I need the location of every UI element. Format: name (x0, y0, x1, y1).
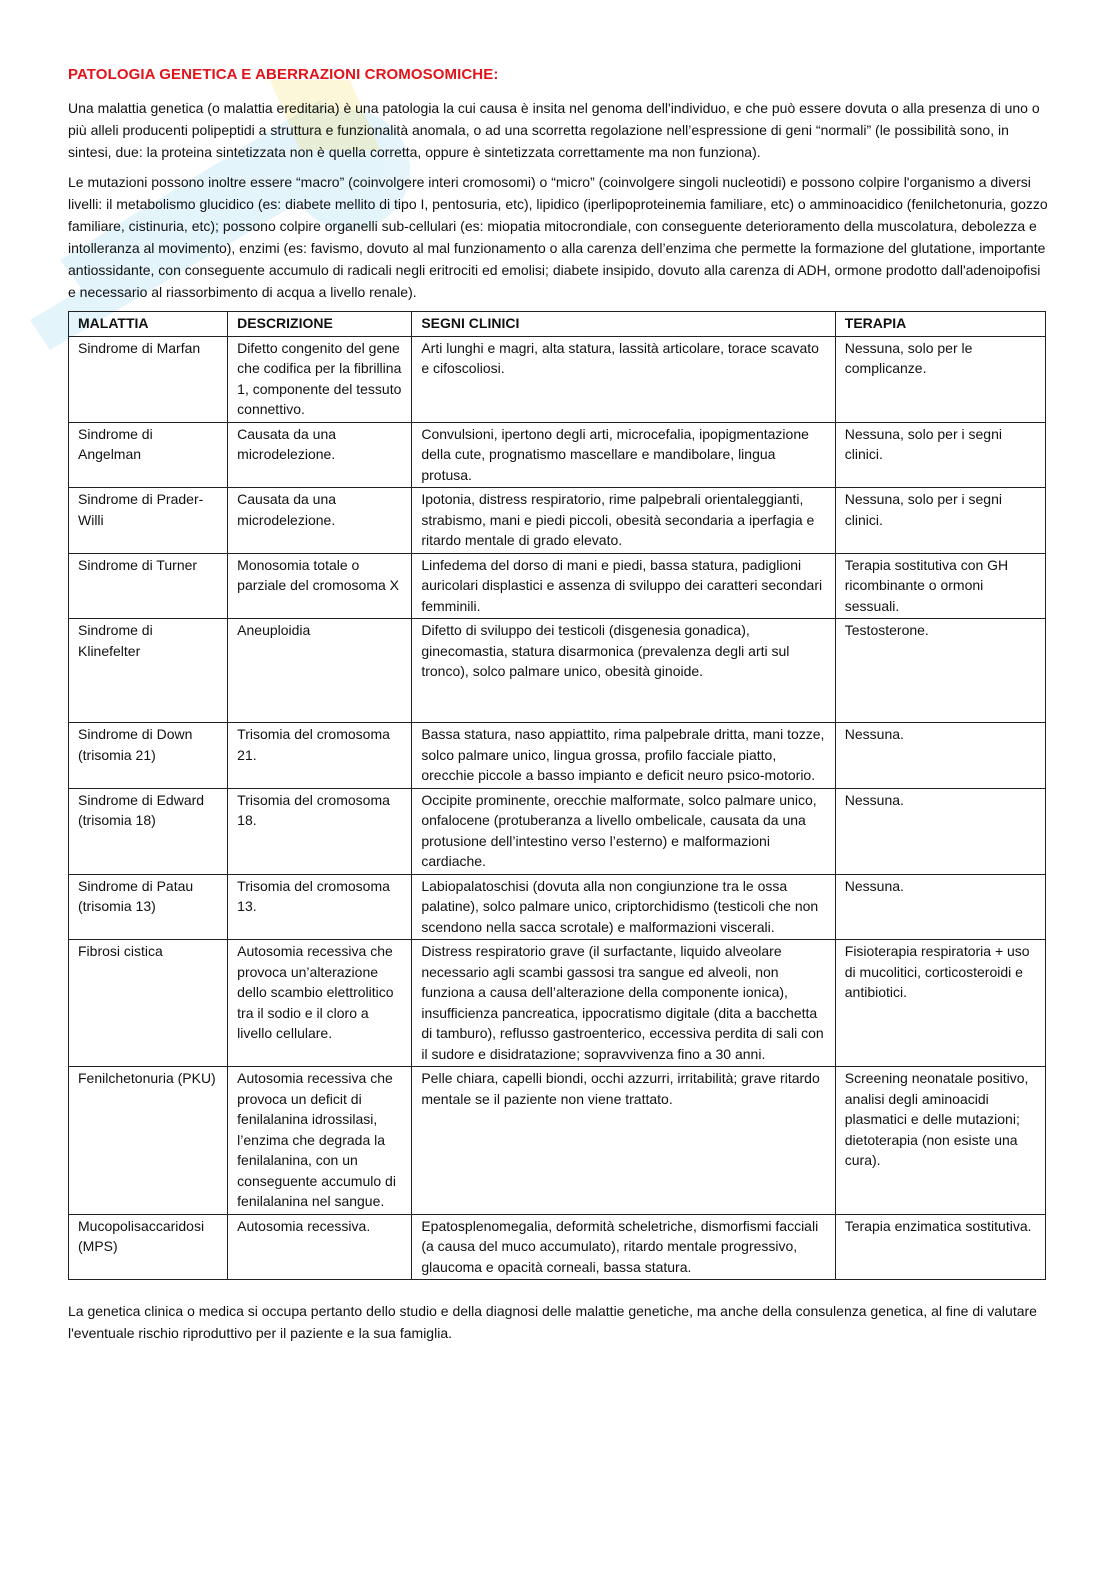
cell-descrizione: Trisomia del cromosoma 13. (228, 874, 412, 940)
cell-descrizione: Autosomia recessiva. (228, 1214, 412, 1280)
header-malattia: MALATTIA (69, 312, 228, 337)
cell-terapia: Nessuna, solo per i segni clinici. (835, 488, 1045, 554)
cell-terapia: Nessuna. (835, 874, 1045, 940)
header-descrizione: DESCRIZIONE (228, 312, 412, 337)
table-row (69, 788, 1046, 874)
cell-malattia: Sindrome di Klinefelter (69, 619, 228, 723)
table-row (69, 1214, 1046, 1280)
cell-malattia: Fibrosi cistica (69, 940, 228, 1067)
header-terapia: TERAPIA (835, 312, 1045, 337)
cell-terapia: Fisioterapia respiratoria + uso di mucolitici, corticosteroidi e antibiotici. (835, 940, 1045, 1067)
table-row (69, 422, 1046, 488)
cell-descrizione: Autosomia recessiva che provoca un deficit di fenilalanina idrossilasi, l’enzima che degrada la fenilalanina, con un conseguente accumulo di fenilalanina nel sangue. (228, 1067, 412, 1215)
cell-terapia: Nessuna. (835, 723, 1045, 789)
page-content (68, 66, 1048, 1352)
cell-descrizione: Causata da una microdelezione. (228, 488, 412, 554)
table-row (69, 874, 1046, 940)
cell-segni-clinici: Occipite prominente, orecchie malformate, solco palmare unico, onfalocene (protuberanza a livello ombelicale, causata da una protusione dell’intestino verso l’esterno) e malformazioni cardiache. (412, 788, 835, 874)
table-row (69, 336, 1046, 422)
cell-segni-clinici: Labiopalatoschisi (dovuta alla non congiunzione tra le ossa palatine), solco palmare unico, criptorchidismo (testicoli che non scendono nella sacca scrotale) e malformazioni viscerali. (412, 874, 835, 940)
cell-descrizione: Aneuploidia (228, 619, 412, 723)
cell-descrizione: Monosomia totale o parziale del cromosoma X (228, 553, 412, 619)
intro-paragraph: Una malattia genetica (o malattia ereditaria) è una patologia la cui causa è insita nel genoma dell'individuo, e che può essere dovuta o alla presenza di uno o più alleli producenti polipeptidi a struttura e funzionalità anomala, o ad una scorretta regolazione nell’espressione di geni “normali” (le possibilità sono, in sintesi, due: la proteina sintetizzata non è quella corretta, oppure è sintetizzata correttamente ma non funziona). (68, 100, 1040, 160)
table-row (69, 723, 1046, 789)
cell-malattia: Mucopolisaccaridosi (MPS) (69, 1214, 228, 1280)
closing-paragraph: La genetica clinica o medica si occupa pertanto dello studio e della diagnosi delle malattie genetiche, ma anche della consulenza genetica, al fine di valutare l'eventuale rischio riproduttivo per il paziente e la sua famiglia. (68, 1303, 1037, 1341)
cell-malattia: Sindrome di Prader-Willi (69, 488, 228, 554)
cell-descrizione: Trisomia del cromosoma 18. (228, 788, 412, 874)
cell-descrizione: Causata da una microdelezione. (228, 422, 412, 488)
table-row (69, 940, 1046, 1067)
cell-malattia: Sindrome di Edward (trisomia 18) (69, 788, 228, 874)
table-row (69, 488, 1046, 554)
cell-segni-clinici: Distress respiratorio grave (il surfactante, liquido alveolare necessario agli scambi gassosi tra sangue ed alveoli, non funziona a causa dell’alterazione della componente ionica), insufficienza pancreatica, ippocratismo digitale (dita a bacchetta di tamburo), reflusso gastroenterico, eccessiva perdita di sali con il sudore e disidratazione; sopravvivenza fino a 30 anni. (412, 940, 835, 1067)
cell-descrizione: Autosomia recessiva che provoca un’alterazione dello scambio elettrolitico tra il sodio e il cloro a livello cellulare. (228, 940, 412, 1067)
table-row (69, 1067, 1046, 1215)
cell-descrizione: Difetto congenito del gene che codifica per la fibrillina 1, componente del tessuto connettivo. (228, 336, 412, 422)
cell-malattia: Sindrome di Down (trisomia 21) (69, 723, 228, 789)
cell-terapia: Nessuna, solo per i segni clinici. (835, 422, 1045, 488)
cell-terapia: Terapia sostitutiva con GH ricombinante o ormoni sessuali. (835, 553, 1045, 619)
table-row (69, 619, 1046, 723)
cell-terapia: Screening neonatale positivo, analisi degli aminoacidi plasmatici e delle mutazioni; dietoterapia (non esiste una cura). (835, 1067, 1045, 1215)
page-title: PATOLOGIA GENETICA E ABERRAZIONI CROMOSOMICHE: (68, 66, 499, 83)
header-segni-clinici: SEGNI CLINICI (412, 312, 835, 337)
table-header-row (69, 312, 1046, 337)
cell-malattia: Sindrome di Turner (69, 553, 228, 619)
cell-segni-clinici: Bassa statura, naso appiattito, rima palpebrale dritta, mani tozze, solco palmare unico, lingua grossa, profilo facciale piatto, orecchie piccole a basso impianto e deficit neuro psico-motorio. (412, 723, 835, 789)
pathology-table (68, 311, 1046, 1280)
cell-terapia: Terapia enzimatica sostitutiva. (835, 1214, 1045, 1280)
cell-segni-clinici: Linfedema del dorso di mani e piedi, bassa statura, padiglioni auricolari displastici e assenza di sviluppo dei caratteri secondari femminili. (412, 553, 835, 619)
cell-segni-clinici: Ipotonia, distress respiratorio, rime palpebrali orientaleggianti, strabismo, mani e piedi piccoli, obesità secondaria a iperfagia e ritardo mentale di grado elevato. (412, 488, 835, 554)
cell-malattia: Sindrome di Marfan (69, 336, 228, 422)
cell-segni-clinici: Epatosplenomegalia, deformità scheletriche, dismorfismi facciali (a causa del muco accumulato), ritardo mentale progressivo, glaucoma e opacità corneali, bassa statura. (412, 1214, 835, 1280)
mutations-paragraph: Le mutazioni possono inoltre essere “macro” (coinvolgere interi cromosomi) o “micro” (coinvolgere singoli nucleotidi) e possono colpire l'organismo a diversi livelli: il metabolismo glucidico (es: diabete mellito di tipo I, pentosuria, etc), lipidico (iperlipoproteinemia familiare, etc) o amminoacidico (fenilchetonuria, gozzo familiare, cistinuria, etc); possono colpire organelli sub-cellulari (es: miopatia mitocrondiale, con conseguente deterioramento della muscolatura, debolezza e intolleranza al movimento), enzimi (es: favismo, dovuto al mal funzionamento o alla carenza dell’enzima che permette la formazione del glutatione, importante antiossidante, con conseguente accumulo di radicali negli eritrociti ed emolisi; diabete insipido, dovuto alla carenza di ADH, ormone prodotto dall'adenoipofisi e necessario al riassorbimento di acqua a livello renale). (68, 174, 1048, 300)
table-row (69, 553, 1046, 619)
cell-malattia: Sindrome di Patau (trisomia 13) (69, 874, 228, 940)
cell-terapia: Nessuna. (835, 788, 1045, 874)
cell-segni-clinici: Arti lunghi e magri, alta statura, lassità articolare, torace scavato e cifoscoliosi. (412, 336, 835, 422)
cell-malattia: Sindrome di Angelman (69, 422, 228, 488)
cell-terapia: Nessuna, solo per le complicanze. (835, 336, 1045, 422)
cell-descrizione: Trisomia del cromosoma 21. (228, 723, 412, 789)
cell-terapia: Testosterone. (835, 619, 1045, 723)
cell-malattia: Fenilchetonuria (PKU) (69, 1067, 228, 1215)
cell-segni-clinici: Convulsioni, ipertono degli arti, microcefalia, ipopigmentazione della cute, prognatismo mascellare e mandibolare, lingua protusa. (412, 422, 835, 488)
cell-segni-clinici: Difetto di sviluppo dei testicoli (disgenesia gonadica), ginecomastia, statura disarmonica (prevalenza degli arti sul tronco), solco palmare unico, obesità ginoide. (412, 619, 835, 723)
cell-segni-clinici: Pelle chiara, capelli biondi, occhi azzurri, irritabilità; grave ritardo mentale se il paziente non viene trattato. (412, 1067, 835, 1215)
